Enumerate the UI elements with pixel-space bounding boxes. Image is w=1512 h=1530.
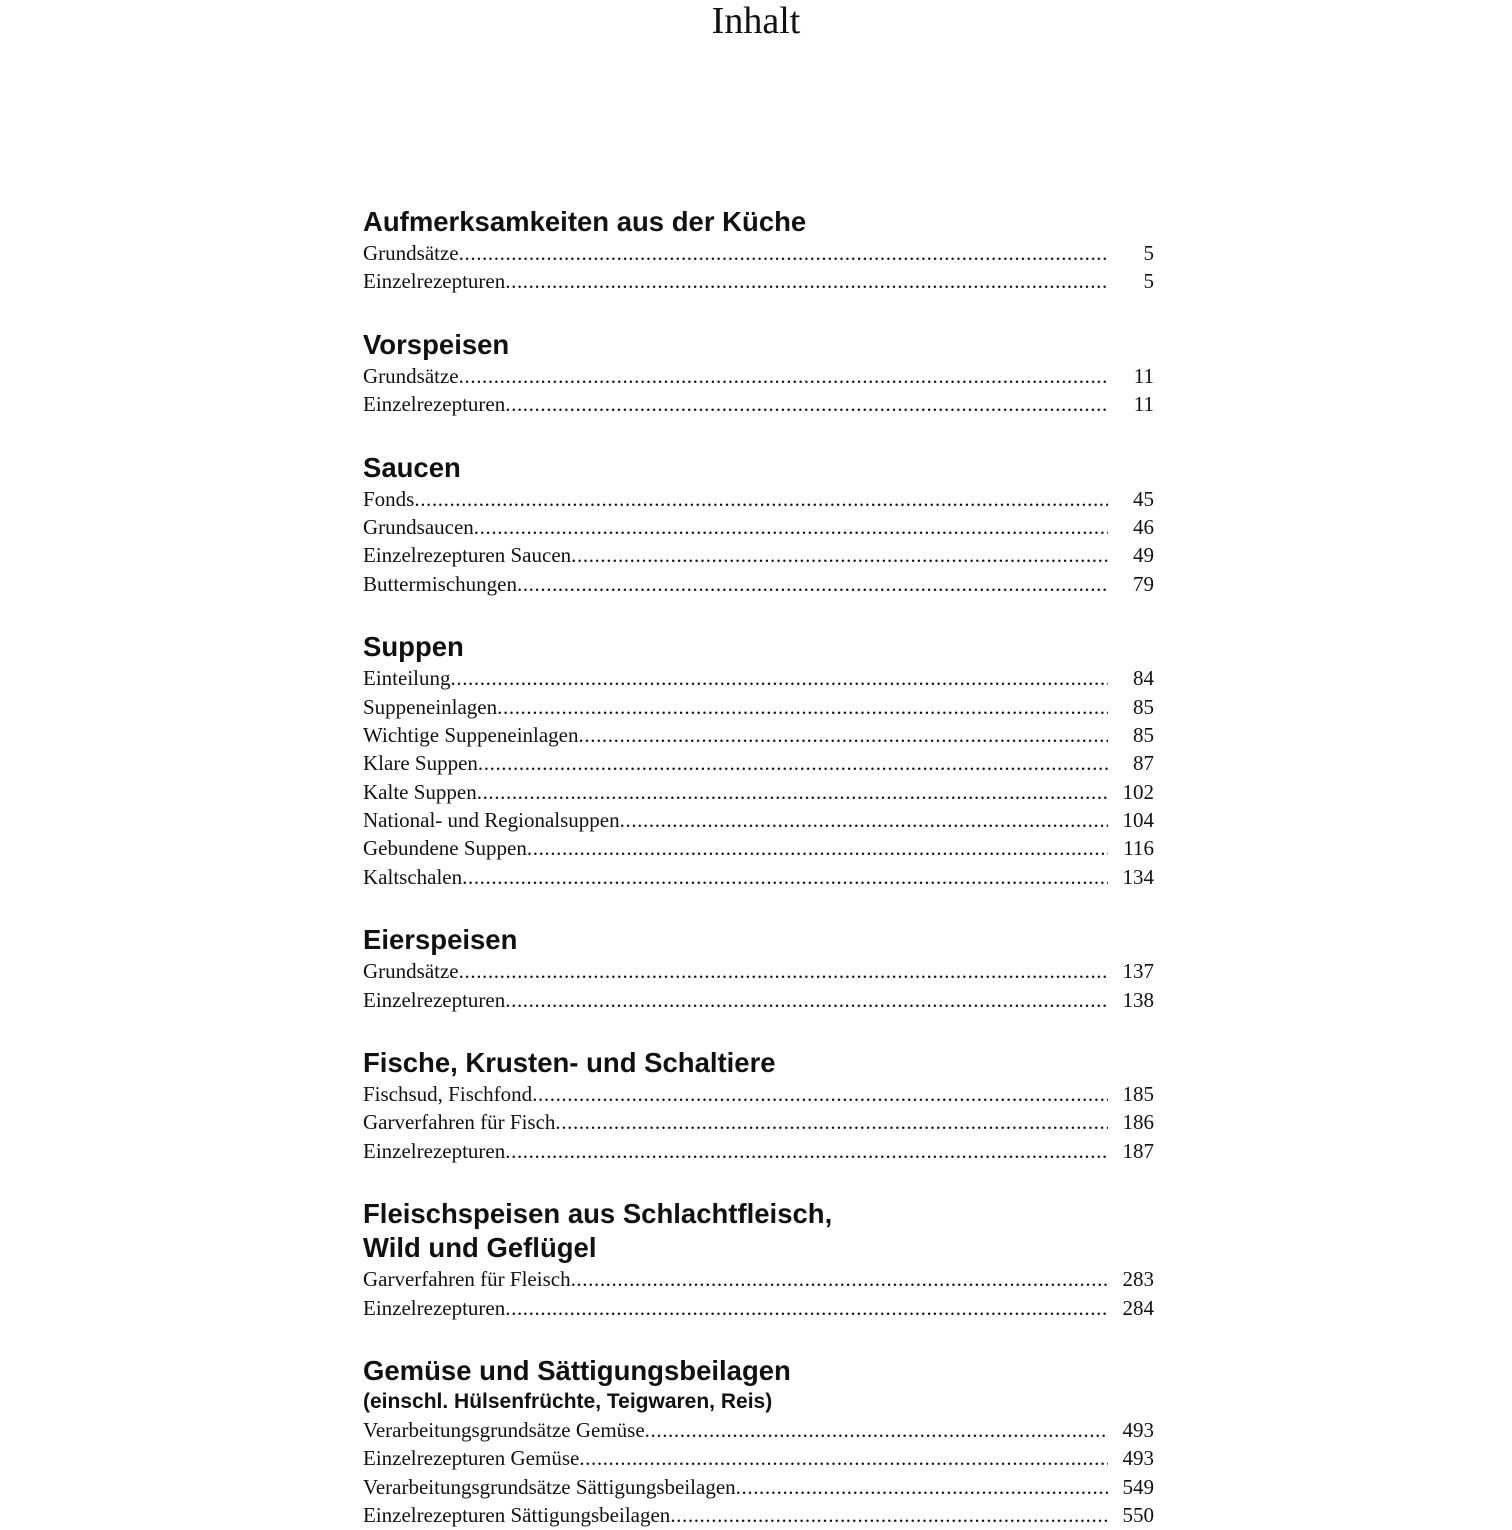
toc-entry [363, 749, 1154, 777]
entry-label: Kaltschalen [363, 864, 463, 889]
page-number: 5 [1143, 269, 1154, 294]
toc-section [363, 1197, 1154, 1322]
page-number: 186 [1122, 1110, 1154, 1135]
dot-leader [571, 541, 1108, 569]
dot-leader [620, 806, 1108, 834]
entry-label: Einzelrezepturen [363, 392, 506, 417]
page-title: Inhalt [711, 0, 801, 42]
dot-leader [527, 834, 1108, 862]
entry-label: Grundsätze [363, 959, 459, 984]
toc-section [363, 630, 1154, 891]
page-number: 102 [1122, 779, 1154, 804]
dot-leader [505, 1137, 1108, 1165]
dot-leader [451, 664, 1109, 692]
entry-label: Verarbeitungsgrundsätze Gemüse [363, 1417, 645, 1442]
page-number: 138 [1122, 987, 1154, 1012]
entry-label: Einzelrezepturen [363, 987, 506, 1012]
page-number: 45 [1133, 486, 1154, 511]
toc-entry [363, 806, 1154, 834]
page-number: 284 [1122, 1295, 1154, 1320]
dot-leader [459, 239, 1108, 267]
dot-leader [736, 1473, 1108, 1501]
page-number: 11 [1133, 363, 1154, 388]
entry-label: Buttermischungen [363, 571, 517, 596]
toc-entry [363, 778, 1154, 806]
toc-entry [363, 362, 1154, 390]
section-heading: Eierspeisen [363, 924, 518, 956]
toc-section [363, 451, 1154, 599]
entry-label: Wichtige Suppeneinlagen [363, 722, 579, 747]
entry-label: Einzelrezepturen Sättigungsbeilagen [363, 1503, 671, 1528]
dot-leader [477, 778, 1108, 806]
toc-section [363, 1046, 1154, 1165]
entry-label: Gebundene Suppen [363, 836, 527, 861]
section-heading: Saucen [363, 451, 461, 483]
toc-entry [363, 1137, 1154, 1165]
dot-leader [505, 267, 1108, 295]
page-number: 134 [1122, 864, 1154, 889]
toc-entry [363, 1108, 1154, 1136]
page-number: 11 [1133, 392, 1154, 417]
dot-leader [462, 863, 1108, 891]
toc-section [363, 205, 1154, 296]
section-subheading: (einschl. Hülsenfrüchte, Teigwaren, Reis) [363, 1389, 773, 1413]
dot-leader [532, 1080, 1108, 1108]
page-number: 283 [1122, 1267, 1154, 1292]
toc-entry [363, 485, 1154, 513]
page-number: 185 [1122, 1082, 1154, 1107]
toc-section [363, 923, 1154, 1014]
toc-entry [363, 1416, 1154, 1444]
dot-leader [517, 570, 1108, 598]
section-heading: Gemüse und Sättigungsbeilagen [363, 1354, 791, 1386]
section-heading: Fleischspeisen aus Schlachtfleisch, [363, 1198, 833, 1230]
dot-leader [497, 693, 1108, 721]
toc-entry [363, 957, 1154, 985]
toc-entry [363, 570, 1154, 598]
toc-entry [363, 267, 1154, 295]
toc-entry [363, 1501, 1154, 1529]
page-number: 549 [1122, 1474, 1154, 1499]
entry-label: Garverfahren für Fleisch [363, 1267, 571, 1292]
section-heading: Vorspeisen [363, 328, 510, 360]
page-number: 46 [1133, 514, 1154, 539]
toc-entry [363, 1444, 1154, 1472]
dot-leader [459, 957, 1108, 985]
entry-label: Verarbeitungsgrundsätze Sättigungsbeilagen [363, 1474, 736, 1499]
dot-leader [579, 1444, 1108, 1472]
section-heading: Aufmerksamkeiten aus der Küche [363, 206, 807, 237]
page-number: 79 [1133, 571, 1154, 596]
section-heading: Wild und Geflügel [363, 1232, 597, 1264]
page-number: 87 [1133, 751, 1154, 776]
page-number: 84 [1133, 666, 1154, 691]
toc-entry [363, 693, 1154, 721]
dot-leader [670, 1501, 1108, 1529]
toc-entry [363, 721, 1154, 749]
page-number: 5 [1143, 241, 1154, 265]
dot-leader [505, 390, 1108, 418]
page-number: 85 [1133, 694, 1154, 719]
page-number: 493 [1122, 1417, 1154, 1442]
toc-entry [363, 664, 1154, 692]
dot-leader [645, 1416, 1108, 1444]
entry-label: National- und Regionalsuppen [363, 808, 620, 833]
toc-entry [363, 1473, 1154, 1501]
dot-leader [579, 721, 1108, 749]
toc-section [363, 328, 1154, 419]
entry-label: Fonds [363, 486, 415, 511]
entry-label: Klare Suppen [363, 751, 478, 776]
dot-leader [505, 986, 1108, 1014]
toc-section [363, 1354, 1154, 1530]
dot-leader [555, 1108, 1108, 1136]
entry-label: Einzelrezepturen Gemüse [363, 1446, 580, 1471]
dot-leader [414, 485, 1108, 513]
dot-leader [478, 749, 1108, 777]
dot-leader [571, 1265, 1108, 1293]
toc-entry [363, 1294, 1154, 1322]
page-number: 493 [1122, 1446, 1154, 1471]
table-of-contents [363, 205, 1154, 1530]
entry-label: Grundsaucen [363, 514, 474, 539]
entry-label: Fischsud, Fischfond [363, 1082, 533, 1107]
toc-entry [363, 513, 1154, 541]
toc-entry [363, 390, 1154, 418]
section-heading: Suppen [363, 631, 464, 663]
entry-label: Einteilung [363, 666, 451, 691]
page-number: 187 [1122, 1138, 1154, 1163]
toc-entry [363, 863, 1154, 891]
page-number: 49 [1133, 543, 1154, 568]
page-number: 85 [1133, 722, 1154, 747]
entry-label: Grundsätze [363, 363, 459, 388]
toc-entry [363, 834, 1154, 862]
entry-label: Einzelrezepturen [363, 1138, 506, 1163]
entry-label: Kalte Suppen [363, 779, 477, 804]
entry-label: Einzelrezepturen [363, 1295, 506, 1320]
section-heading: Fische, Krusten- und Schaltiere [363, 1047, 776, 1079]
entry-label: Einzelrezepturen [363, 269, 506, 294]
entry-label: Grundsätze [363, 241, 459, 265]
dot-leader [459, 362, 1108, 390]
page-number: 137 [1122, 959, 1154, 984]
toc-entry [363, 1265, 1154, 1293]
toc-entry [363, 1080, 1154, 1108]
dot-leader [505, 1294, 1108, 1322]
entry-label: Einzelrezepturen Saucen [363, 543, 572, 568]
toc-entry [363, 986, 1154, 1014]
page-number: 550 [1122, 1503, 1154, 1528]
dot-leader [474, 513, 1108, 541]
page-number: 116 [1123, 836, 1154, 861]
entry-label: Garverfahren für Fisch [363, 1110, 556, 1135]
toc-entry [363, 541, 1154, 569]
toc-entry [363, 239, 1154, 267]
page-number: 104 [1122, 808, 1154, 833]
entry-label: Suppeneinlagen [363, 694, 498, 719]
